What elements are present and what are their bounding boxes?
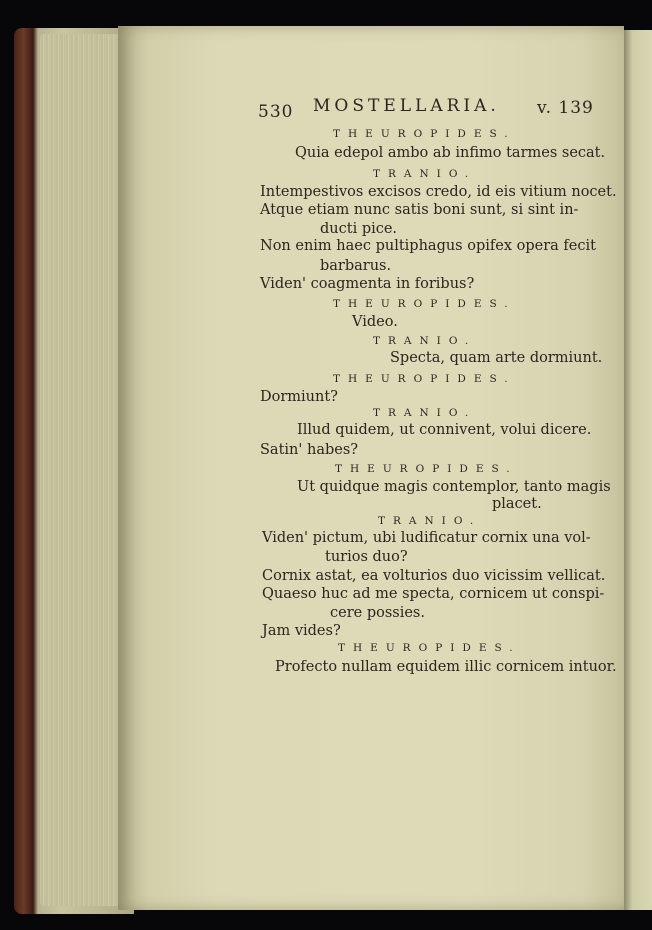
speaker-label: THEUROPIDES. bbox=[338, 642, 521, 654]
verse-line: Viden' coagmenta in foribus? bbox=[260, 276, 475, 292]
verse-line: placet. bbox=[492, 496, 542, 512]
verse-line: Illud quidem, ut connivent, volui dicere. bbox=[297, 422, 592, 438]
speaker-label: THEUROPIDES. bbox=[333, 128, 516, 140]
verse-number: v. 139 bbox=[537, 98, 594, 118]
speaker-label: TRANIO. bbox=[373, 407, 477, 419]
verse-line: barbarus. bbox=[320, 258, 392, 274]
verse-line: Quaeso huc ad me specta, cornicem ut conspi- bbox=[262, 586, 605, 602]
speaker-label: THEUROPIDES. bbox=[333, 373, 516, 385]
verse-line: turios duo? bbox=[325, 549, 408, 565]
verse-line: ducti pice. bbox=[320, 221, 398, 237]
verse-line: Specta, quam arte dormiunt. bbox=[390, 350, 603, 366]
speaker-label: TRANIO. bbox=[373, 168, 477, 180]
verse-line: Intempestivos excisos credo, id eis vitium nocet. bbox=[260, 184, 617, 200]
verse-line: Satin' habes? bbox=[260, 442, 359, 458]
verse-line: Quia edepol ambo ab infimo tarmes secat. bbox=[295, 145, 606, 161]
verse-line: Viden' pictum, ubi ludificatur cornix una vol- bbox=[262, 530, 591, 546]
facing-page-edge bbox=[624, 30, 652, 910]
verse-line: Profecto nullam equidem illic cornicem intuor. bbox=[275, 659, 617, 675]
speaker-label: TRANIO. bbox=[378, 515, 482, 527]
verse-line: Cornix astat, ea volturios duo vicissim vellicat. bbox=[262, 568, 606, 584]
verse-line: Jam vides? bbox=[262, 623, 341, 639]
verse-line: Video. bbox=[352, 314, 398, 330]
speaker-label: THEUROPIDES. bbox=[333, 298, 516, 310]
verse-line: Ut quidque magis contemplor, tanto magis bbox=[297, 479, 611, 495]
speaker-label: THEUROPIDES. bbox=[335, 463, 518, 475]
page-number: 530 bbox=[258, 102, 294, 122]
verse-line: Dormiunt? bbox=[260, 389, 338, 405]
verse-line: Non enim haec pultiphagus opifex opera fecit bbox=[260, 238, 596, 254]
verse-line: cere possies. bbox=[330, 605, 425, 621]
page-stack-edge bbox=[40, 34, 130, 906]
verse-line: Atque etiam nunc satis boni sunt, si sint in- bbox=[260, 202, 579, 218]
running-title: MOSTELLARIA. bbox=[313, 96, 500, 116]
speaker-label: TRANIO. bbox=[373, 335, 477, 347]
